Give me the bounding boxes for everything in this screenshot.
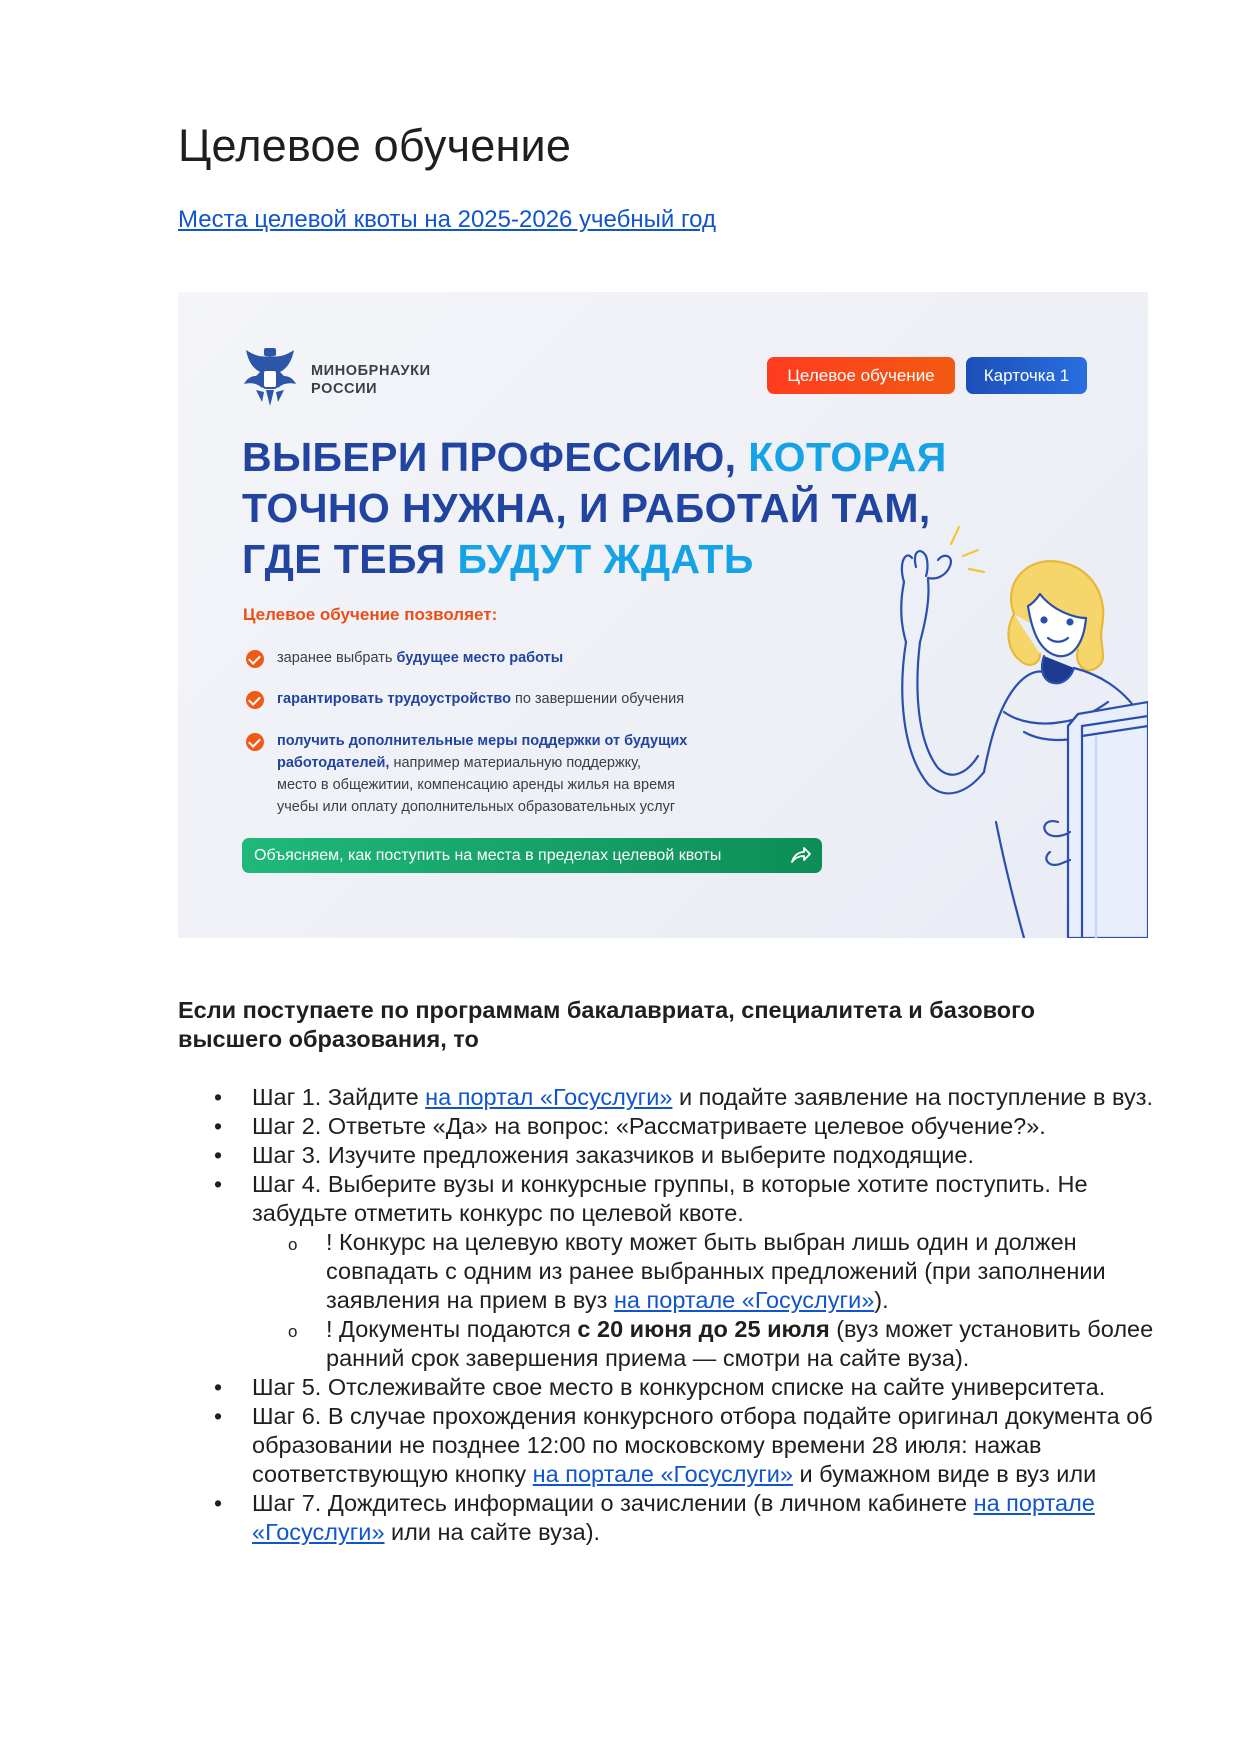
cta-button[interactable] (242, 838, 822, 873)
benefit3-bold-line2: работодателей, (277, 755, 390, 771)
double-headed-eagle-emblem-icon (242, 346, 298, 408)
gosuslugi-link[interactable]: на портале «Госуслуги» (613, 1287, 875, 1313)
benefit2-plain: по завершении обучения (510, 691, 685, 707)
headline-accent1: КОТОРАЯ (748, 434, 947, 480)
step-2: • Шаг 2. Ответьте «Да» на вопрос: «Рассматриваете целевое обучение?». (178, 1112, 1168, 1141)
steps-list (178, 1083, 1168, 1547)
benefit2-bold: гарантировать трудоустройство (277, 691, 511, 707)
check-circle-icon (246, 691, 264, 709)
ministry-name-line1: МИНОБРНАУКИ (311, 363, 431, 379)
step-3: • Шаг 3. Изучите предложения заказчиков и выберите подходящие. (178, 1141, 1168, 1170)
step-4-sublist (252, 1228, 1168, 1373)
headline-part2: ТОЧНО НУЖНА, И РАБОТАЙ ТАМ, (242, 485, 931, 531)
tag-card-number: Карточка 1 (966, 357, 1087, 394)
ministry-name (311, 362, 431, 398)
step-7 (178, 1489, 1168, 1547)
info-banner (178, 292, 1148, 938)
deadline-dates: с 20 июня до 25 июля (577, 1316, 830, 1342)
step-4-note-2-after: (вуз может установить более ранний срок завершения приема — смотри на сайте вуза). (326, 1316, 1154, 1371)
headline-accent3: БУДУТ ЖДАТЬ (457, 536, 754, 582)
benefit3-plain-line2: например материальную поддержку, (389, 755, 642, 771)
cta-label: Объясняем, как поступить на места в пределах целевой квоты (254, 847, 722, 864)
page-title: Целевое обучение (178, 120, 572, 171)
step-4-note-2-text: ! Документы подаются (326, 1316, 578, 1342)
step-4-note-1-after: ). (874, 1287, 889, 1313)
benefit1-plain: заранее выбрать (277, 650, 397, 666)
benefit1-bold: будущее место работы (396, 650, 564, 666)
check-circle-icon (246, 733, 264, 751)
step-7-text-after: или на сайте вуза). (384, 1519, 601, 1545)
benefit3-bold-line1: получить дополнительные меры поддержки от будущих (277, 733, 688, 749)
step-6-text-after: и бумажном виде в вуз или (792, 1461, 1097, 1487)
step-1-text-after: и подайте заявление на поступление в вуз. (672, 1084, 1154, 1110)
gosuslugi-link[interactable]: на портале «Госуслуги» (532, 1461, 793, 1487)
student-illustration (778, 522, 1148, 938)
step-4 (178, 1170, 1168, 1373)
quota-link[interactable]: Места целевой квоты на 2025-2026 учебный год (178, 206, 717, 233)
gosuslugi-link[interactable]: на портал «Госуслуги» (425, 1084, 673, 1110)
ministry-name-line2: РОССИИ (311, 381, 378, 397)
check-circle-icon (246, 650, 264, 668)
benefit-item (277, 647, 563, 669)
step-4-note-2 (252, 1315, 1168, 1373)
step-4-note-1 (252, 1228, 1168, 1315)
tag-target-learning: Целевое обучение (767, 357, 955, 394)
benefit3-line3: место в общежитии, компенсацию аренды жилья на время (277, 777, 675, 793)
headline-part1: ВЫБЕРИ ПРОФЕССИЮ, (242, 434, 749, 480)
section-heading: Если поступаете по программам бакалавриата, специалитета и базового высшего образования, то (178, 997, 1035, 1052)
step-1-text: Шаг 1. Зайдите (252, 1084, 426, 1110)
benefit3-line4: учебы или оплату дополнительных образовательных услуг (277, 799, 676, 815)
benefit-item (277, 730, 687, 818)
step-6 (178, 1402, 1168, 1489)
step-5: • Шаг 5. Отслеживайте свое место в конкурсном списке на сайте университета. (178, 1373, 1168, 1402)
gosuslugi-link[interactable]: на портале «Госуслуги» (252, 1490, 1095, 1545)
step-1 (178, 1083, 1168, 1112)
step-7-text: Шаг 7. Дождитесь информации о зачислении (в личном кабинете (252, 1490, 974, 1516)
headline-part3: ГДЕ ТЕБЯ (242, 536, 458, 582)
allows-title: Целевое обучение позволяет: (243, 605, 498, 624)
step-4-text: Шаг 4. Выберите вузы и конкурсные группы, в которые хотите поступить. Не забудьте отметить конкурс по целевой квоте. (252, 1171, 1088, 1226)
step-4-note-1-text: ! Конкурс на целевую квоту может быть выбран лишь один и должен совпадать с одним из ранее выбранных предложений (при заполнении заявления на прием в вуз (326, 1229, 1106, 1313)
benefit-item (277, 688, 684, 710)
step-6-text: Шаг 6. В случае прохождения конкурсного отбора подайте оригинал документа об образовании не позднее 12:00 по московскому времени 28 июля: нажав соответствующую кнопку (252, 1403, 1153, 1487)
